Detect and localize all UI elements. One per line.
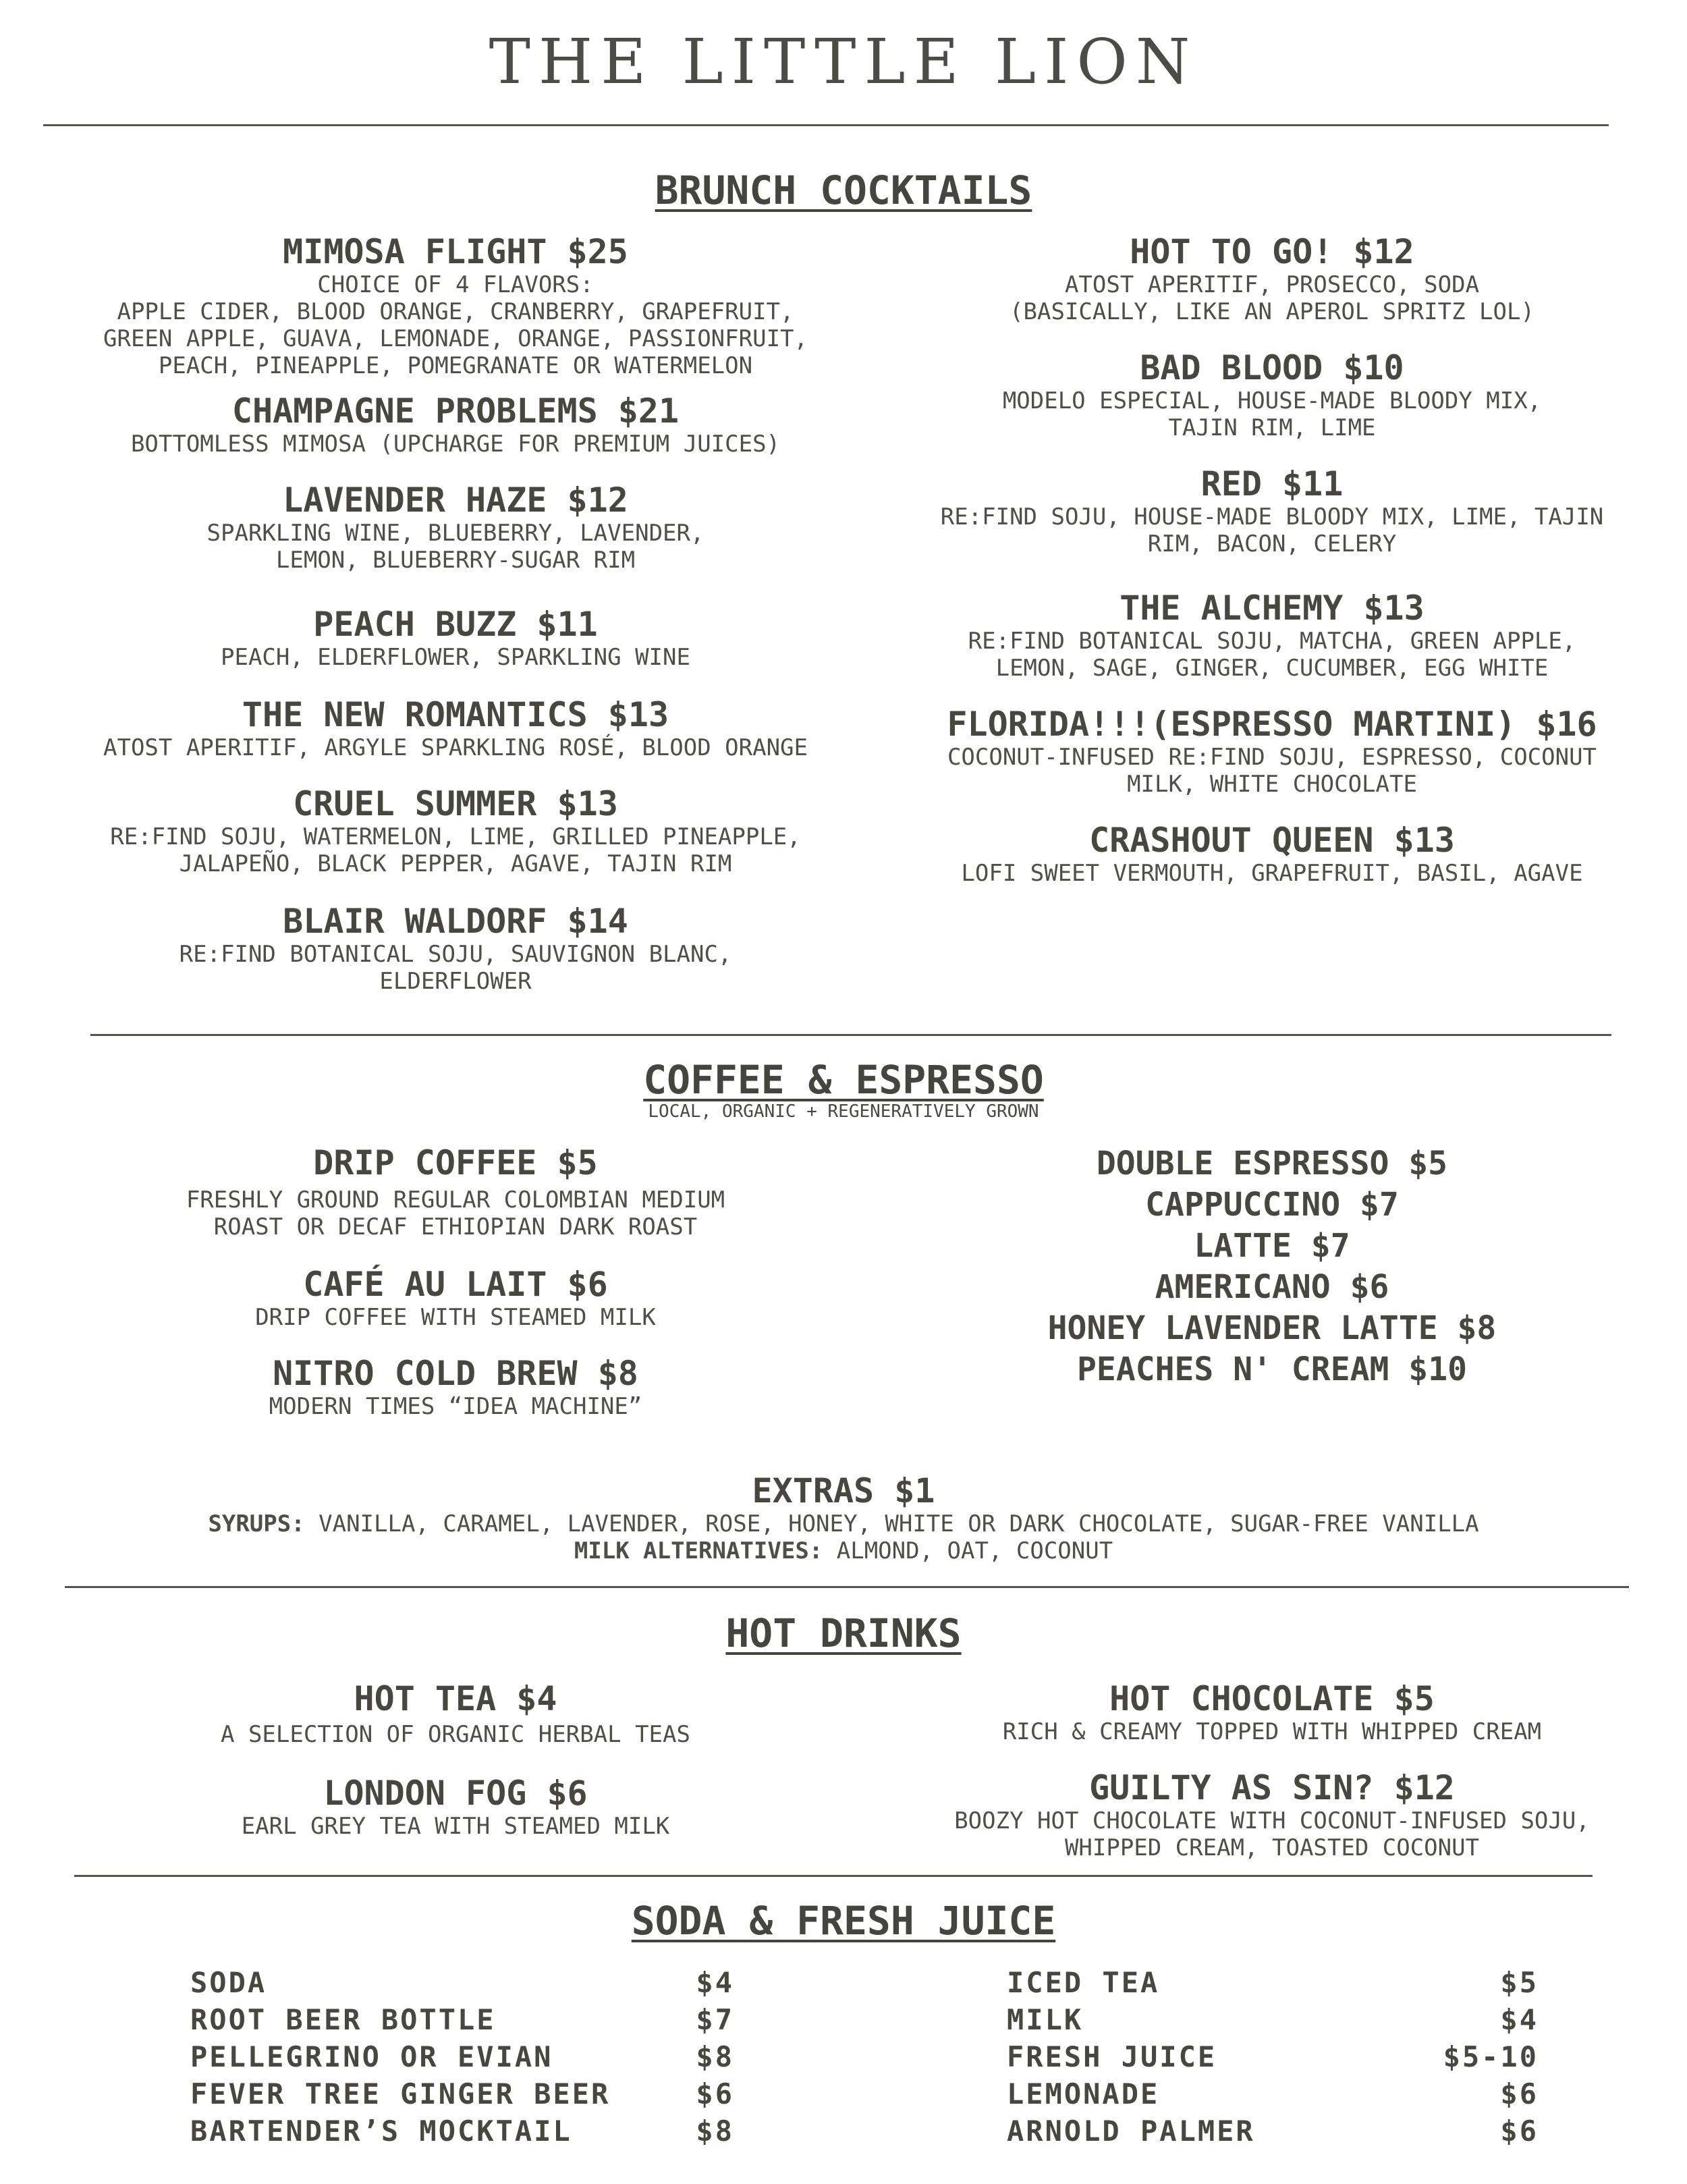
item-name: THE NEW ROMANTICS $13: [242, 695, 669, 734]
menu-item: [891, 589, 1653, 682]
list-item: [190, 2001, 734, 2038]
item-description: RE:FIND SOJU, HOUSE-MADE BLOODY MIX, LIME, TAJIN RIM, BACON, CELERY: [940, 503, 1604, 557]
list-item: [190, 1964, 734, 2001]
menu-item: [40, 1774, 870, 1840]
drink-name: MILK: [1007, 2003, 1084, 2036]
item-name: CRASHOUT QUEEN $13: [1089, 821, 1455, 860]
menu-item: [891, 348, 1653, 441]
drink-price: $5-10: [1443, 2040, 1539, 2073]
item-description: DRIP COFFEE WITH STEAMED MILK: [255, 1304, 656, 1331]
section-divider: [65, 1586, 1629, 1588]
item-name: PEACH BUZZ $11: [313, 605, 598, 644]
drink-name: FEVER TREE GINGER BEER: [190, 2077, 611, 2110]
menu-item: [40, 1265, 870, 1331]
menu-item: [40, 902, 870, 995]
menu-item: [40, 1143, 870, 1240]
drink-name: ARNOLD PALMER: [1007, 2114, 1255, 2148]
milk-list: ALMOND, OAT, COCONUT: [823, 1537, 1113, 1564]
item-description: RE:FIND BOTANICAL SOJU, SAUVIGNON BLANC, ELDERFLOWER: [179, 941, 732, 995]
item-name: BLAIR WALDORF $14: [283, 902, 628, 941]
milk-label: MILK ALTERNATIVES:: [574, 1537, 823, 1564]
menu-item: [40, 391, 870, 458]
menu-item: [891, 1679, 1653, 1745]
item-description: ATOST APERITIF, PROSECCO, SODA (BASICALLY, LIKE AN APEROL SPRITZ LOL): [1010, 271, 1534, 325]
drink-price: $6: [696, 2077, 734, 2110]
list-item: [190, 2075, 734, 2112]
item-description: EARL GREY TEA WITH STEAMED MILK: [241, 1813, 670, 1840]
menu-item: [891, 705, 1653, 798]
item-name: HOT TO GO! $12: [1130, 232, 1414, 271]
syrups-label: SYRUPS:: [208, 1510, 305, 1537]
item-description: BOTTOMLESS MIMOSA (UPCHARGE FOR PREMIUM JUICES): [130, 431, 781, 458]
item-description: RE:FIND BOTANICAL SOJU, MATCHA, GREEN APPLE, LEMON, SAGE, GINGER, CUCUMBER, EGG WHITE: [968, 628, 1576, 682]
drink-name: FRESH JUICE: [1007, 2040, 1217, 2073]
menu-item: [891, 232, 1653, 325]
espresso-item: CAPPUCCINO $7: [1145, 1186, 1399, 1224]
menu-item: [891, 1768, 1653, 1861]
soda-left-list: [190, 1964, 734, 2150]
drink-name: ICED TEA: [1007, 1966, 1160, 1999]
espresso-item: DOUBLE ESPRESSO $5: [1096, 1145, 1448, 1182]
section-heading-coffee: COFFEE & ESPRESSO: [643, 1057, 1044, 1103]
drink-name: LEMONADE: [1007, 2077, 1160, 2110]
soda-right-list: [1007, 1964, 1539, 2150]
item-description: ATOST APERITIF, ARGYLE SPARKLING ROSÉ, BLOOD ORANGE: [103, 734, 808, 761]
section-divider: [90, 1034, 1611, 1036]
list-item: [1007, 2075, 1539, 2112]
drink-name: BARTENDER’S MOCKTAIL: [190, 2114, 572, 2148]
item-name: DRIP COFFEE $5: [313, 1143, 598, 1182]
section-heading-brunch: BRUNCH COCKTAILS: [655, 167, 1032, 213]
menu-item: [40, 1679, 870, 1748]
syrups-line: [0, 1510, 1687, 1537]
drink-price: $4: [1500, 2003, 1539, 2036]
espresso-item: PEACHES N' CREAM $10: [1077, 1350, 1467, 1388]
item-name: FLORIDA!!!(ESPRESSO MARTINI) $16: [947, 705, 1597, 744]
item-description: RICH & CREAMY TOPPED WITH WHIPPED CREAM: [1002, 1718, 1542, 1745]
item-name: GUILTY AS SIN? $12: [1089, 1768, 1455, 1807]
item-description: FRESHLY GROUND REGULAR COLOMBIAN MEDIUM ROAST OR DECAF ETHIOPIAN DARK ROAST: [186, 1186, 725, 1240]
item-name: LAVENDER HAZE $12: [283, 481, 628, 520]
menu-item: [40, 784, 870, 877]
drink-name: PELLEGRINO OR EVIAN: [190, 2040, 553, 2073]
drink-price: $4: [696, 1966, 734, 1999]
item-description: RE:FIND SOJU, WATERMELON, LIME, GRILLED PINEAPPLE, JALAPEÑO, BLACK PEPPER, AGAVE, TAJIN RIM: [110, 823, 801, 877]
drink-name: ROOT BEER BOTTLE: [190, 2003, 496, 2036]
list-item: [190, 2038, 734, 2075]
coffee-subheading: LOCAL, ORGANIC + REGENERATIVELY GROWN: [648, 1101, 1039, 1122]
item-name: CRUEL SUMMER $13: [293, 784, 618, 823]
espresso-item: AMERICANO $6: [1155, 1268, 1389, 1306]
item-name: BAD BLOOD $10: [1140, 348, 1404, 387]
item-name: MIMOSA FLIGHT $25: [283, 232, 628, 271]
syrups-list: VANILLA, CARAMEL, LAVENDER, ROSE, HONEY, WHITE OR DARK CHOCOLATE, SUGAR-FREE VANILLA: [304, 1510, 1479, 1537]
drink-price: $6: [1500, 2114, 1539, 2148]
item-name: LONDON FOG $6: [323, 1774, 588, 1813]
item-description: BOOZY HOT CHOCOLATE WITH COCONUT-INFUSED SOJU, WHIPPED CREAM, TOASTED COCONUT: [954, 1807, 1590, 1861]
drink-name: SODA: [190, 1966, 267, 1999]
menu-item: [891, 821, 1653, 887]
item-description: MODERN TIMES “IDEA MACHINE”: [269, 1393, 642, 1420]
item-description: CHOICE OF 4 FLAVORS: APPLE CIDER, BLOOD ORANGE, CRANBERRY, GRAPEFRUIT, GREEN APPLE, GUAVA, LEMONADE, ORANGE, PASSIONFRUIT, PEACH, PINEAPPLE, POMEGRANATE OR WATERMELON: [103, 271, 808, 379]
espresso-item: LATTE $7: [1194, 1227, 1350, 1265]
item-name: CHAMPAGNE PROBLEMS $21: [231, 391, 680, 431]
menu-title: THE LITTLE LION: [489, 26, 1198, 98]
section-heading-soda: SODA & FRESH JUICE: [631, 1898, 1056, 1944]
title-divider: [43, 124, 1609, 126]
menu-item: [40, 232, 870, 379]
extras-title: EXTRAS $1: [752, 1471, 935, 1510]
item-description: MODELO ESPECIAL, HOUSE-MADE BLOODY MIX, TAJIN RIM, LIME: [1002, 387, 1542, 441]
drink-price: $7: [696, 2003, 734, 2036]
item-description: COCONUT-INFUSED RE:FIND SOJU, ESPRESSO, COCONUT MILK, WHITE CHOCOLATE: [947, 744, 1597, 798]
extras-block: [0, 1471, 1687, 1564]
item-description: A SELECTION OF ORGANIC HERBAL TEAS: [221, 1721, 690, 1748]
espresso-list: [891, 1143, 1653, 1390]
menu-item: [891, 464, 1653, 557]
menu-item: [40, 1354, 870, 1420]
item-name: HOT CHOCOLATE $5: [1109, 1679, 1435, 1718]
list-item: [1007, 1964, 1539, 2001]
item-name: THE ALCHEMY $13: [1119, 589, 1425, 628]
espresso-item: HONEY LAVENDER LATTE $8: [1047, 1309, 1497, 1347]
item-name: NITRO COLD BREW $8: [273, 1354, 638, 1393]
list-item: [1007, 2001, 1539, 2038]
menu-item: [40, 481, 870, 574]
list-item: [190, 2112, 734, 2150]
item-name: CAFÉ AU LAIT $6: [303, 1265, 608, 1304]
section-heading-hot-drinks: HOT DRINKS: [725, 1610, 962, 1656]
item-name: RED $11: [1200, 464, 1344, 503]
milk-line: [0, 1537, 1687, 1564]
section-divider: [74, 1875, 1593, 1877]
list-item: [1007, 2038, 1539, 2075]
drink-price: $8: [696, 2114, 734, 2148]
item-description: LOFI SWEET VERMOUTH, GRAPEFRUIT, BASIL, AGAVE: [961, 860, 1583, 887]
item-description: PEACH, ELDERFLOWER, SPARKLING WINE: [221, 644, 690, 671]
menu-item: [40, 605, 870, 671]
item-name: HOT TEA $4: [354, 1679, 557, 1718]
drink-price: $6: [1500, 2077, 1539, 2110]
drink-price: $5: [1500, 1966, 1539, 1999]
list-item: [1007, 2112, 1539, 2150]
menu-item: [40, 695, 870, 761]
drink-price: $8: [696, 2040, 734, 2073]
item-description: SPARKLING WINE, BLUEBERRY, LAVENDER, LEMON, BLUEBERRY-SUGAR RIM: [206, 520, 704, 574]
